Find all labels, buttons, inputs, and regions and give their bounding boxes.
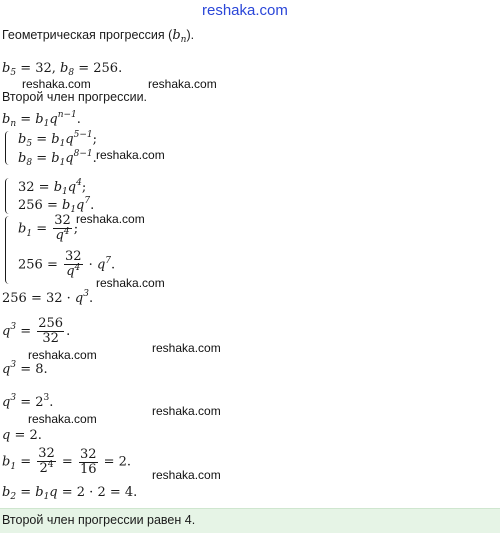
equation-b1: $b_1$ = $\frac{32}{2^4}$ = $\frac{32}{16}$ = 2. (2, 446, 132, 477)
equation-q3-8: $q^3 = 8$. (2, 360, 48, 377)
general-formula: $b_n = b_1q^{n-1}$. (2, 110, 81, 129)
watermark: reshaka.com (152, 404, 221, 418)
equation-256: $256 = 32 \cdot q^3$. (2, 289, 94, 306)
watermark: reshaka.com (96, 148, 165, 162)
equation-q: q = 2. (2, 428, 42, 443)
system-brace (5, 216, 11, 284)
system1-line1: $b_5 = b_1q^{5-1}$; (18, 130, 98, 149)
watermark: reshaka.com (152, 341, 221, 355)
title-text: Геометрическая прогрессия $(b_n)$. (2, 28, 195, 45)
answer-text: Второй член прогрессии равен 4. (2, 513, 196, 527)
equation-b2: $b_2 = b_1q = 2 \cdot 2 = 4$. (2, 485, 138, 502)
equation-q3-2cubed: $q^3 = 2^3$. (2, 393, 54, 410)
equation-q3-fraction: $q^3$ = $\frac{256}{32}$ . (2, 316, 71, 346)
system3-line2: 256 = $\frac{32}{q^4}$ · $q^7$. (18, 249, 116, 279)
watermark-top: reshaka.com (202, 2, 288, 19)
question-text: Второй член прогрессии. (2, 90, 148, 104)
watermark: reshaka.com (152, 468, 221, 482)
system1-line2: $b_8 = b_1q^{8-1}$. (18, 149, 97, 168)
watermark: reshaka.com (148, 77, 217, 91)
watermark: reshaka.com (22, 77, 91, 91)
answer-bar (0, 508, 500, 533)
system-brace (5, 131, 11, 165)
problem-title (2, 28, 194, 45)
given-values: $b_5 = 32$, $b_8 = 256$. (2, 61, 123, 78)
system2-line1: $32 = b_1q^4$; (18, 178, 87, 197)
system2-line2: $256 = b_1q^7$. (18, 196, 95, 215)
watermark: reshaka.com (28, 348, 97, 362)
watermark: reshaka.com (96, 276, 165, 290)
system-brace (5, 178, 11, 214)
system3-line1: $b_1$ = $\frac{32}{q^4}$ ; (18, 213, 79, 243)
watermark: reshaka.com (28, 412, 97, 426)
watermark: reshaka.com (76, 212, 145, 226)
